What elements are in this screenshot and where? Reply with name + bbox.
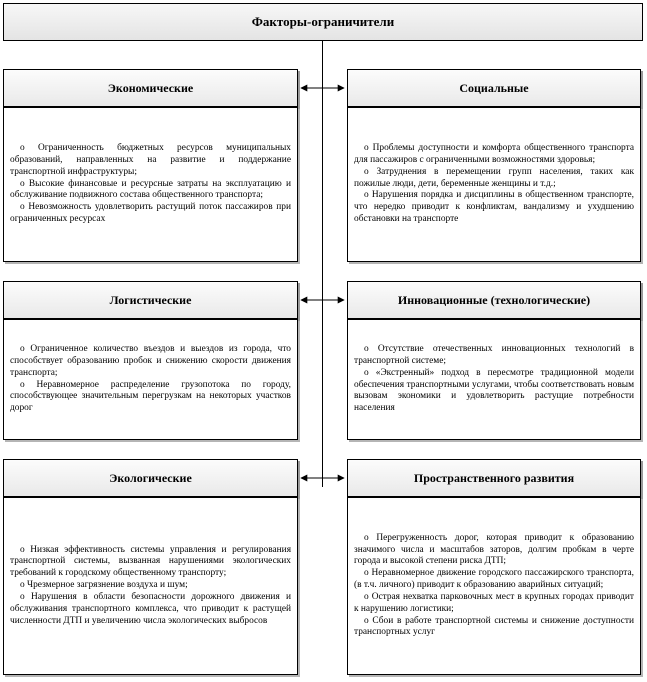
list-item: o Неравномерное распределение грузопотока по городу, способствующее значительным перегрузкам на некоторых участков дорог	[10, 380, 291, 416]
category-body-ecological	[3, 497, 298, 675]
category-title: Экономические	[107, 80, 194, 95]
category-title: Пространственного развития	[413, 470, 575, 485]
list-item: o Перегруженность дорог, которая приводит к образованию значимого числа и масштабов заторов, долгим пробкам в черте города и высокой степени риска ДТП;	[354, 533, 634, 569]
list-item: o Высокие финансовые и ресурсные затраты на эксплуатацию и обслуживание подвижного состава общественного транспорта;	[10, 179, 291, 203]
category-body-economic	[3, 107, 298, 262]
list-item: o Острая нехватка парковочных мест в крупных городах приводит к нарушению логистики;	[354, 592, 634, 616]
category-title: Социальные	[459, 80, 529, 95]
category-body-spatial	[347, 497, 641, 675]
category-header-logistic	[3, 281, 298, 319]
list-item: o Нарушения в области безопасности дорожного движения и обслуживания транспортного комплекса, что приводит к растущей численности ДТП и увеличению числа экологических выбросов	[10, 592, 291, 628]
list-item: o «Экстренный» подход в пересмотре традиционной модели обеспечения транспортными услугами, чтобы соответствовать новым вызовам экономики и удовлетворить растущие потребности населения	[354, 368, 634, 415]
category-title: Логистические	[109, 292, 192, 307]
category-body-logistic	[3, 319, 298, 440]
category-title: Экологические	[109, 470, 192, 485]
list-item: o Неравномерное движение городского пассажирского транспорта, (в т.ч. личного) приводит к образованию аварийных ситуаций;	[354, 568, 634, 592]
list-item: o Отсутствие отечественных инновационных технологий в транспортной системе;	[354, 344, 634, 368]
category-header-economic	[3, 69, 298, 107]
list-item: o Затруднения в перемещении групп населения, таких как пожилые люди, дети, беременные женщины и т.д.;	[354, 167, 634, 191]
list-item: o Проблемы доступности и комфорта общественного транспорта для пассажиров с ограниченными возможностями здоровья;	[354, 143, 634, 167]
list-item: o Низкая эффективность системы управления и регулирования транспортной системы, вызванная нарушениями экологических требований к городскому общественному транспорту;	[10, 545, 291, 581]
list-item: o Чрезмерное загрязнение воздуха и шум;	[10, 580, 291, 592]
category-header-spatial	[347, 459, 641, 497]
category-header-innovation	[347, 281, 641, 319]
list-item: o Ограниченное количество въездов и выездов из города, что способствует образованию пробок и снижению скорости движения транспорта;	[10, 344, 291, 380]
diagram-title: Факторы-ограничители	[251, 14, 395, 29]
list-item: o Ограниченность бюджетных ресурсов муниципальных образований, направленных на развитие и поддержание транспортной инфраструктуры;	[10, 143, 291, 179]
category-title: Инновационные (технологические)	[397, 292, 591, 307]
category-header-social	[347, 69, 641, 107]
category-header-ecological	[3, 459, 298, 497]
list-item: o Нарушения порядка и дисциплины в общественном транспорте, что нередко приводит к конфликтам, вандализму и ухудшению обстановки на транспорте	[354, 190, 634, 226]
category-body-social	[347, 107, 641, 262]
list-item: o Сбои в работе транспортной системы и снижение доступности транспортных услуг	[354, 616, 634, 640]
list-item: o Невозможность удовлетворить растущий поток пассажиров при ограниченных ресурсах	[10, 202, 291, 226]
category-body-innovation	[347, 319, 641, 440]
